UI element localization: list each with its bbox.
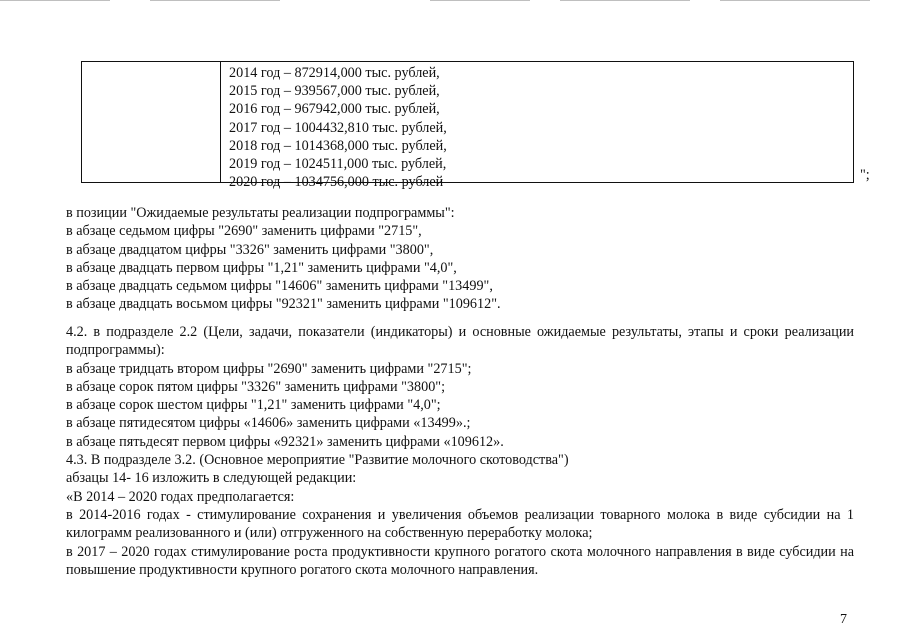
text-line: в абзаце двадцать первом цифры "1,21" заменить цифрами "4,0", <box>66 259 457 276</box>
funding-line: 2020 год – 1034756,000 тыс. рублей <box>229 174 444 191</box>
funding-line: 2017 год – 1004432,810 тыс. рублей, <box>229 119 447 136</box>
scan-edge-line <box>720 0 870 1</box>
paragraph: в 2014-2016 годах - стимулирование сохранения и увеличения объемов реализации товарного молока в виде субсидии на 1 килограмм реализованного и (или) отгруженного на собственную переработку молока; <box>66 506 854 542</box>
text-line: в абзаце пятидесятом цифры «14606» заменить цифрами «13499».; <box>66 415 471 432</box>
text-line: в абзаце пятьдесят первом цифры «92321» заменить цифрами «109612». <box>66 433 504 450</box>
scan-edge-line <box>430 0 530 1</box>
funding-line: 2016 год – 967942,000 тыс. рублей, <box>229 101 440 118</box>
section-4-3-intro: 4.3. В подразделе 3.2. (Основное мероприятие "Развитие молочного скотоводства") <box>66 452 569 469</box>
paragraph: в 2017 – 2020 годах стимулирование роста продуктивности крупного рогатого скота молочного направления в виде субсидии на повышение продуктивности крупного рогатого скота молочного направления. <box>66 543 854 578</box>
funding-table <box>81 61 854 191</box>
expected-results-block <box>66 204 854 314</box>
text-line: в абзаце сорок пятом цифры "3326" заменить цифрами "3800"; <box>66 378 446 395</box>
text-line: в абзаце тридцать втором цифры "2690" заменить цифрами "2715"; <box>66 360 472 377</box>
scan-edge-line <box>150 0 280 1</box>
funding-line: 2015 год – 939567,000 тыс. рублей, <box>229 83 440 100</box>
text-line: в абзаце двадцатом цифры "3326" заменить цифрами "3800", <box>66 241 434 258</box>
text-line: в абзаце двадцать седьмом цифры "14606" заменить цифрами "13499", <box>66 278 493 295</box>
closing-quote: "; <box>860 167 870 183</box>
page-number: 7 <box>840 612 847 627</box>
text-line: в абзаце седьмом цифры "2690" заменить цифрами "2715", <box>66 223 422 240</box>
funding-line: 2018 год – 1014368,000 тыс. рублей, <box>229 137 447 154</box>
table-column-divider <box>220 62 221 182</box>
text-line: в позиции "Ожидаемые результаты реализации подпрограммы": <box>66 205 455 221</box>
funding-line: 2014 год – 872914,000 тыс. рублей, <box>229 65 440 81</box>
text-line: абзацы 14- 16 изложить в следующей редакции: <box>66 470 357 487</box>
funding-cell <box>229 64 447 191</box>
scan-edge-line <box>0 0 110 1</box>
text-line: в абзаце сорок шестом цифры "1,21" заменить цифрами "4,0"; <box>66 397 441 414</box>
text-line: в абзаце двадцать восьмом цифры "92321" заменить цифрами "109612". <box>66 296 501 313</box>
section-4-2-block <box>66 323 854 579</box>
section-4-2-intro: 4.2. в подразделе 2.2 (Цели, задачи, показатели (индикаторы) и основные ожидаемые результаты, этапы и сроки реализации подпрограммы): <box>66 324 854 359</box>
text-line: «В 2014 – 2020 годах предполагается: <box>66 488 295 505</box>
funding-line: 2019 год – 1024511,000 тыс. рублей, <box>229 156 447 173</box>
scan-edge-line <box>560 0 690 1</box>
